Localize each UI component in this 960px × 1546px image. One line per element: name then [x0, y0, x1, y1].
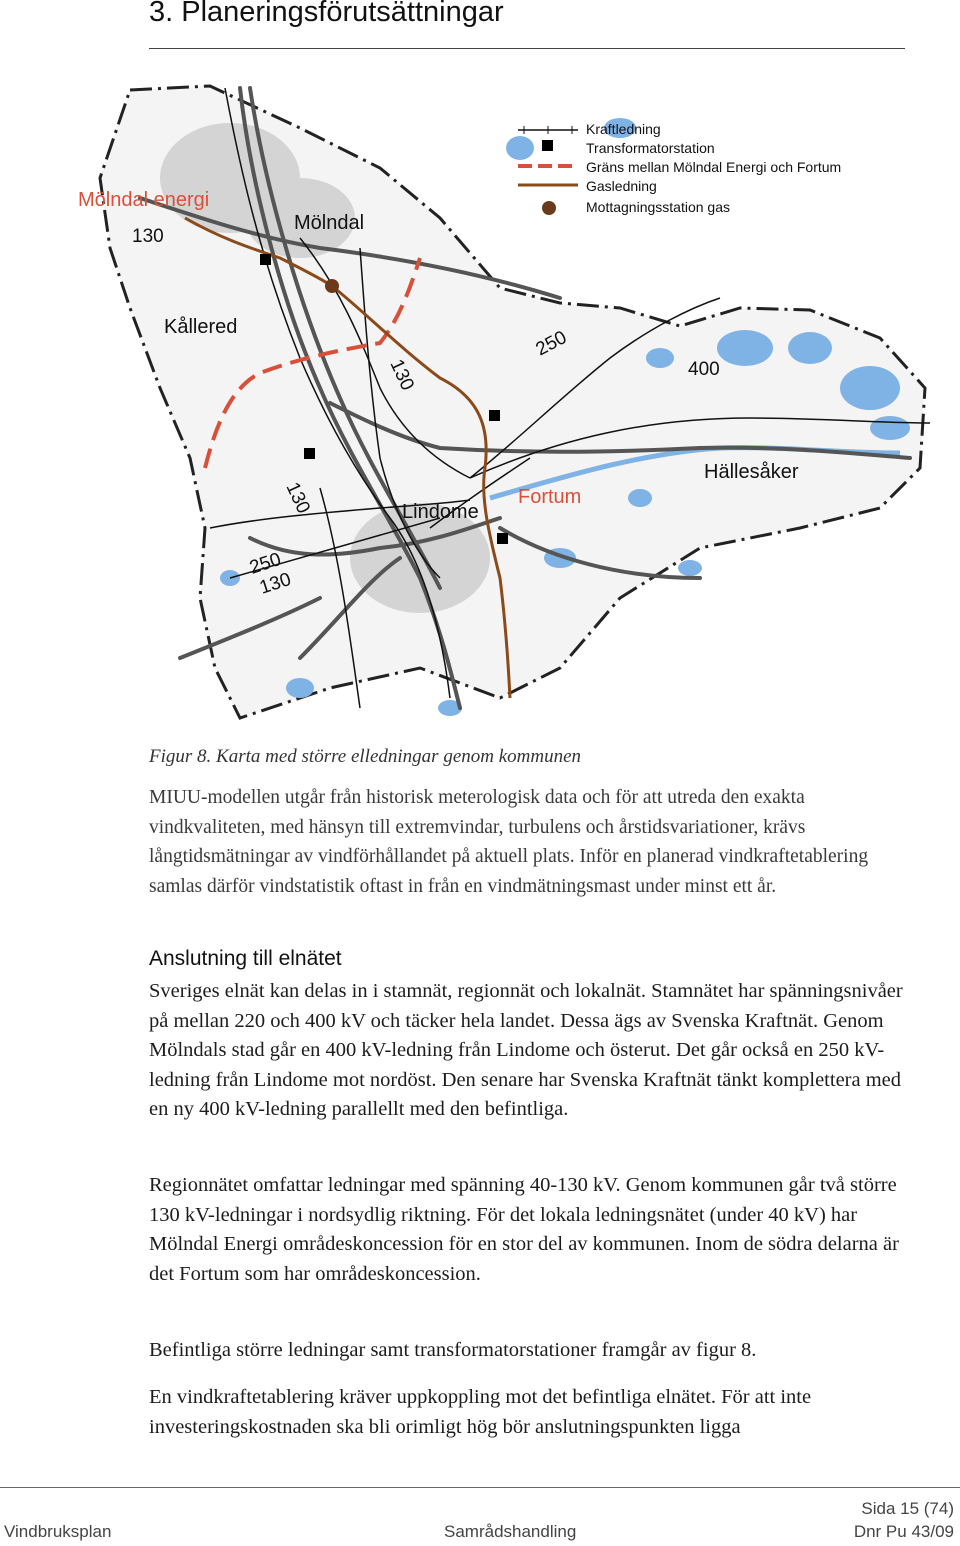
paragraph-connection: En vindkraftetablering kräver uppkoppling mot det befintliga elnätet. För att inte investeringskostnaden ska bli orimligt hög bör anslutningspunkten ligga [149, 1386, 812, 1438]
label-130-a: 130 [132, 226, 164, 247]
legend-gas-line: Gasledning [586, 178, 657, 194]
label-250-b: 250 [247, 548, 284, 579]
page-title: 3. Planeringsförutsättningar [149, 0, 504, 28]
label-kallered: Kållered [164, 316, 238, 338]
label-400: 400 [688, 359, 720, 380]
label-130-d: 130 [257, 568, 294, 599]
paragraph-grid: Sveriges elnät kan delas in i stamnät, regionnät och lokalnät. Stamnätet har spänningsnivåer på mellan 220 och 400 kV och täcker hela landet. Dessa ägs av Svenska Kraftnät. Genom Mölndals stad går en 400 kV-ledning från Lindome och österut. Det går också en 250 kV-ledning från Lindome mot nordöst. Den senare har Svenska Kraftnät tänkt komplettera med en ny 400 kV-ledning parallellt med den befintliga. [149, 980, 903, 1120]
label-250-a: 250 [532, 326, 571, 361]
label-lindome: Lindome [402, 501, 479, 523]
legend-transformer: Transformatorstation [586, 140, 715, 156]
label-fortum: Fortum [518, 486, 582, 508]
power-line-map [0, 58, 960, 738]
title-divider [149, 48, 905, 49]
footer-left: Vindbruksplan [4, 1522, 112, 1541]
label-130-b: 130 [385, 356, 418, 394]
gas-receiving-station [325, 279, 339, 293]
paragraph-figure-ref: Befintliga större ledningar samt transformatorstationer framgår av figur 8. [149, 1339, 757, 1361]
label-molndal-energi: Mölndal energi [78, 189, 210, 211]
label-molndal: Mölndal [294, 212, 365, 234]
footer-divider [0, 1487, 960, 1488]
map-legend [518, 121, 841, 215]
paragraph-regional: Regionnätet omfattar ledningar med spänning 40-130 kV. Genom kommunen går två större 130 kV-ledningar i nordsydlig riktning. För det lokala ledningsnätet (under 40 kV) har Mölndal Energi områdeskoncession för en stor del av kommunen. Inom de södra delarna är det Fortum som har områdeskoncession. [149, 1174, 899, 1285]
legend-gas-station: Mottagningsstation gas [586, 199, 730, 215]
legend-power-line: Kraftledning [586, 121, 661, 137]
legend-boundary: Gräns mellan Mölndal Energi och Fortum [586, 159, 842, 175]
figure-caption: Figur 8. Karta med större elledningar genom kommunen [149, 746, 582, 767]
section-heading: Anslutning till elnätet [149, 947, 342, 970]
footer-center: Samrådshandling [444, 1522, 577, 1541]
label-hallesaker: Hällesåker [704, 461, 799, 483]
footer-page-number: Sida 15 (74) [861, 1499, 954, 1518]
paragraph-miuu: MIUU-modellen utgår från historisk meterologisk data och för att utreda den exakta vindkvaliteten, med hänsyn till extremvindar, turbulens och årstidsvariationer, krävs långtidsmätningar av vindförhållandet på aktuell plats. Inför en planerad vindkraftetablering samlas därför vindstatistik oftast in från en vindmätningsmast under minst ett år. [149, 787, 869, 897]
label-130-c: 130 [281, 479, 314, 517]
footer-doc-number: Dnr Pu 43/09 [853, 1522, 954, 1541]
